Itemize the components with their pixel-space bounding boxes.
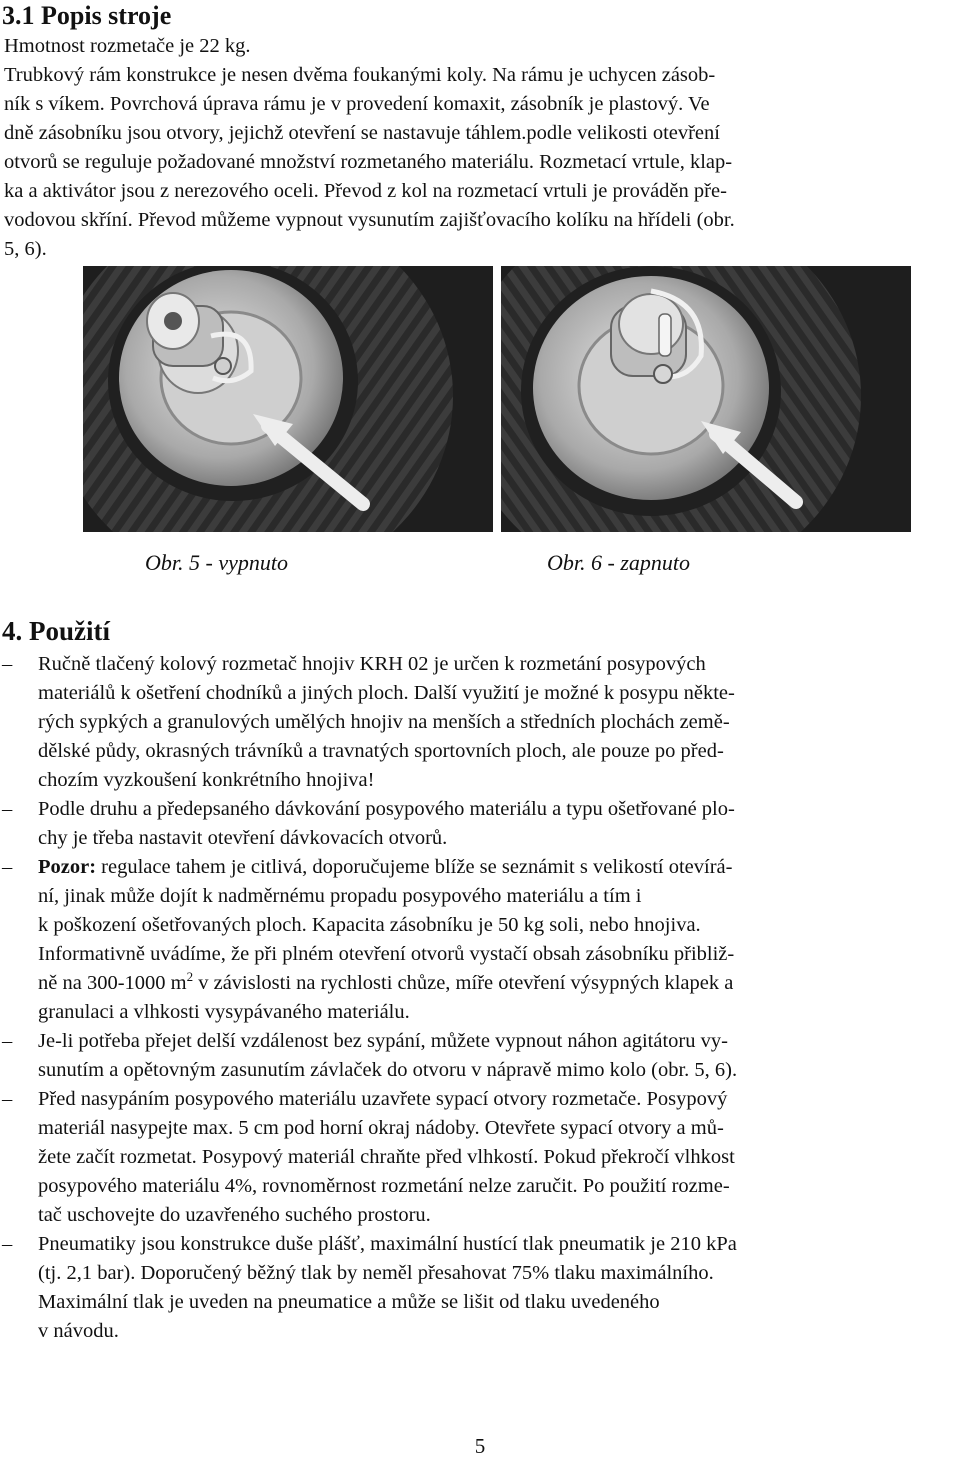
- dash-bullet: –: [2, 856, 13, 878]
- list-text: regulace tahem je citlivá, doporučujeme blíže se seznámit s velikostí otevírá-: [96, 856, 733, 878]
- list-line: [38, 969, 958, 998]
- dash-bullet: –: [2, 653, 13, 675]
- paragraph-line: otvorů se reguluje požadované množství rozmetaného materiálu. Rozmetací vrtule, klap-: [4, 151, 733, 173]
- list-item: [0, 1027, 958, 1085]
- paragraph-line: vodovou skříní. Převod můžeme vypnout vysunutím zajišťovacího kolíku na hřídeli (obr.: [4, 209, 735, 231]
- section-3-1-heading: 3.1 Popis stroje: [2, 1, 172, 30]
- list-item: [0, 795, 958, 853]
- list-line: rých sypkých a granulových umělých hnojiv na menších a středních plochách země-: [38, 711, 730, 733]
- dash-bullet: –: [2, 1030, 13, 1052]
- list-line: posypového materiálu 4%, rovnoměrnost rozmetání nelze zaručit. Po použití rozme-: [38, 1175, 730, 1197]
- list-line: chozím vyzkoušení konkrétního hnojiva!: [38, 769, 375, 791]
- list-line: k poškození ošetřovaných ploch. Kapacita zásobníku je 50 kg soli, nebo hnojiva.: [38, 914, 701, 936]
- superscript: 2: [186, 969, 194, 985]
- list-line: Podle druhu a předepsaného dávkování posypového materiálu a typu ošetřované plo-: [38, 798, 735, 820]
- list-line: materiálů k ošetření chodníků a jiných ploch. Další využití je možné k posypu někte-: [38, 682, 735, 704]
- list-item: [0, 1230, 958, 1346]
- paragraph-line: Trubkový rám konstrukce je nesen dvěma foukanými koly. Na rámu je uchycen zásob-: [4, 64, 716, 86]
- section-3-1-paragraph: [4, 32, 958, 264]
- paragraph-line: ník s víkem. Povrchová úprava rámu je v provedení komaxit, zásobník je plastový. Ve: [4, 93, 710, 115]
- list-line: Před nasypáním posypového materiálu uzavřete sypací otvory rozmetače. Posypový: [38, 1088, 728, 1110]
- list-line: v návodu.: [38, 1320, 119, 1342]
- list-line: granulaci a vlhkosti vysypávaného materiálu.: [38, 1001, 410, 1023]
- paragraph-line: dně zásobníku jsou otvory, jejichž otevření se nastavuje táhlem.podle velikosti otevření: [4, 122, 720, 144]
- warning-label: Pozor:: [38, 856, 97, 878]
- list-line: tač uschovejte do uzavřeného suchého prostoru.: [38, 1204, 431, 1226]
- list-line: chy je třeba nastavit otevření dávkovacích otvorů.: [38, 827, 448, 849]
- page-number: 5: [474, 1434, 486, 1458]
- list-line: Maximální tlak je uveden na pneumatice a může se lišit od tlaku uvedeného: [38, 1291, 660, 1313]
- list-line: dělské půdy, okrasných trávníků a travnatých sportovních ploch, ale pouze po před-: [38, 740, 724, 762]
- dash-bullet: –: [2, 1233, 13, 1255]
- dash-bullet: –: [2, 798, 13, 820]
- section-4-heading: 4. Použití: [2, 616, 110, 646]
- list-item: [0, 650, 958, 795]
- paragraph-line: 5, 6).: [4, 238, 47, 260]
- usage-list: [0, 650, 958, 1346]
- list-line: Je-li potřeba přejet delší vzdálenost bez sypání, můžete vypnout náhon agitátoru vy-: [38, 1030, 728, 1052]
- figure-6-photo: [501, 266, 911, 532]
- figures-row: [83, 266, 943, 532]
- figure-5-photo: [83, 266, 493, 532]
- list-text: ně na 300-1000 m: [38, 972, 187, 994]
- figure-5-caption: Obr. 5 - vypnuto: [145, 550, 288, 575]
- dash-bullet: –: [2, 1088, 13, 1110]
- list-line: žete začít rozmetat. Posypový materiál chraňte před vlhkostí. Pokud překročí vlhkost: [38, 1146, 735, 1168]
- paragraph-line: Hmotnost rozmetače je 22 kg.: [4, 35, 251, 57]
- figure-6-caption: Obr. 6 - zapnuto: [547, 550, 691, 575]
- list-line: Ručně tlačený kolový rozmetač hnojiv KRH 02 je určen k rozmetání posypových: [38, 653, 706, 675]
- list-item: [0, 1085, 958, 1230]
- list-line: ní, jinak může dojít k nadměrnému propadu posypového materiálu a tím i: [38, 885, 642, 907]
- paragraph-line: ka a aktivátor jsou z nerezového oceli. Převod z kol na rozmetací vrtuli je prováděn pře-: [4, 180, 727, 202]
- list-line: Pneumatiky jsou konstrukce duše plášť, maximální hustící tlak pneumatik je 210 kPa: [38, 1233, 737, 1255]
- list-line: materiál nasypejte max. 5 cm pod horní okraj nádoby. Otevřete sypací otvory a mů-: [38, 1117, 724, 1139]
- list-item: [0, 853, 958, 1027]
- list-line: (tj. 2,1 bar). Doporučený běžný tlak by neměl přesahovat 75% tlaku maximálního.: [38, 1262, 714, 1284]
- list-text: v závislosti na rychlosti chůze, míře otevření výsypných klapek a: [193, 972, 734, 994]
- list-line: Informativně uvádíme, že při plném otevření otvorů vystačí obsah zásobníku přibliž-: [38, 943, 735, 965]
- list-line: sunutím a opětovným zasunutím závlaček do otvoru v nápravě mimo kolo (obr. 5, 6).: [38, 1059, 738, 1081]
- list-line: [38, 853, 958, 882]
